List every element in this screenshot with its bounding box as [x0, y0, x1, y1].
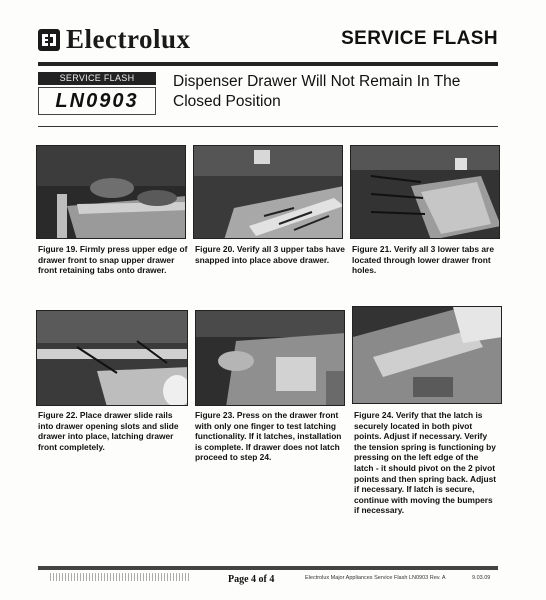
- figure-22-caption: Figure 22. Place drawer slide rails into drawer opening slots and slide drawer into place, latching drawer front completely.: [38, 410, 179, 452]
- footer-date: 9.03.09: [472, 575, 491, 581]
- figure-19-photo: [36, 145, 186, 239]
- figure-21-caption: Figure 21. Verify all 3 lower tabs are located through lower drawer front holes.: [352, 244, 494, 276]
- figure-23-photo: [195, 310, 345, 406]
- footer-rule: [38, 566, 498, 570]
- figure-24-caption: Figure 24. Verify that the latch is securely located in both pivot points. Adjust if necessary. Verify the tension spring is functioning by pressing on the left edge of the latch - it should pivot on the 2 pivot points and then spring back. Adjust if necessary. If latch is secure, continue with moving the bumpers if necessary.: [354, 410, 497, 516]
- figure-23-caption: Figure 23. Press on the drawer front with only one finger to test latching functionality. If it latches, installation is complete. If drawer does not latch proceed to step 24.: [195, 410, 342, 463]
- service-flash-title: SERVICE FLASH: [341, 28, 498, 49]
- badge-label: SERVICE FLASH: [38, 72, 156, 85]
- page-number: Page 4 of 4: [228, 574, 275, 585]
- figure-20-caption: Figure 20. Verify all 3 upper tabs have snapped into place above drawer.: [195, 244, 345, 265]
- electrolux-logo-icon: [38, 29, 60, 51]
- brand-logo: [38, 24, 190, 55]
- badge-number: LN0903: [38, 87, 156, 115]
- figure-19-caption: Figure 19. Firmly press upper edge of drawer front to snap upper drawer front retaining tabs onto drawer.: [38, 244, 188, 276]
- figure-21-photo: [350, 145, 500, 239]
- headline-rule: [38, 126, 498, 127]
- headline: Dispenser Drawer Will Not Remain In The Closed Position: [173, 73, 461, 110]
- figure-22-photo: [36, 310, 188, 406]
- footer-decoration: [50, 573, 190, 581]
- figure-24-photo: [352, 306, 502, 404]
- footer-note: Electrolux Major Appliances Service Flash LN0903 Rev. A: [305, 575, 446, 581]
- figure-20-photo: [193, 145, 343, 239]
- brand-name: Electrolux: [66, 24, 191, 54]
- header-rule: [38, 62, 498, 66]
